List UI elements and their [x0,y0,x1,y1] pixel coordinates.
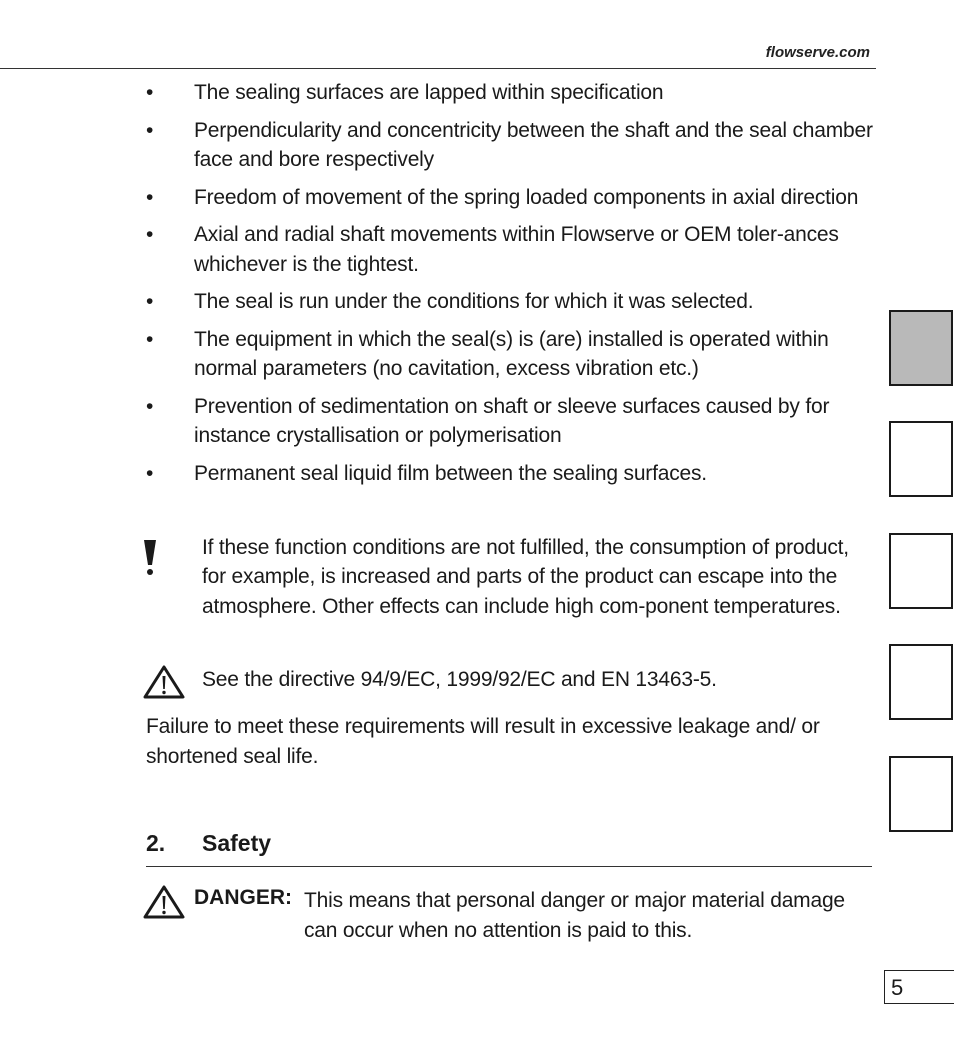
bullet-icon: • [146,290,154,313]
list-item: • The equipment in which the seal(s) is (are) installed is operated within normal parameters (no cavitation, excess vibration etc.) [146,325,876,384]
page-number-box [884,970,954,1004]
failure-paragraph: Failure to meet these requirements will result in excessive leakage and/ or shortened seal life. [146,715,820,768]
warning-triangle-icon [142,664,186,705]
header-rule [0,68,876,69]
section-title: Safety [202,830,272,856]
warning-text: See the directive 94/9/EC, 1999/92/EC and EN 13463-5. [202,668,717,691]
list-item: • Perpendicularity and concentricity between the shaft and the seal chamber face and bore respectively [146,116,876,175]
bullet-icon: • [146,81,154,104]
danger-text: This means that personal danger or major material damage can occur when no attention is paid to this. [304,889,845,942]
side-tab-5[interactable] [889,756,953,832]
page-number: 5 [891,975,904,1000]
list-item: • Prevention of sedimentation on shaft or sleeve surfaces caused by for instance crystallisation or polymerisation [146,392,876,451]
bullet-icon: • [146,118,154,142]
site-url: flowserve.com [765,44,870,61]
function-conditions-note [146,533,876,621]
side-tab-1[interactable] [889,310,953,386]
list-item: • Freedom of movement of the spring loaded components in axial direction [146,183,876,213]
danger-label: DANGER: [194,886,292,909]
list-item: • The sealing surfaces are lapped within specification [146,78,876,108]
warning-triangle-icon [142,884,186,925]
bullet-icon: • [146,394,154,418]
bullet-icon: • [146,327,154,351]
section-heading [146,830,872,867]
bullet-icon: • [146,185,154,209]
bullet-icon: • [146,223,154,246]
side-tab-3[interactable] [889,533,953,609]
list-item: • Axial and radial shaft movements within Flowserve or OEM toler-ances whichever is the tightest. [146,220,876,279]
section-number: 2. [146,830,166,856]
list-item: • The seal is run under the conditions for which it was selected. [146,287,876,317]
exclamation-icon [142,539,158,582]
bullet-icon: • [146,461,154,485]
side-tab-4[interactable] [889,644,953,720]
side-tab-2[interactable] [889,421,953,497]
requirements-list [146,78,876,496]
note-text: If these function conditions are not fulfilled, the consumption of product, for example, is increased and parts of the product can escape into the atmosphere. Other effects can include high com-ponent temperatures. [202,536,849,618]
list-item: • Permanent seal liquid film between the sealing surfaces. [146,459,876,489]
